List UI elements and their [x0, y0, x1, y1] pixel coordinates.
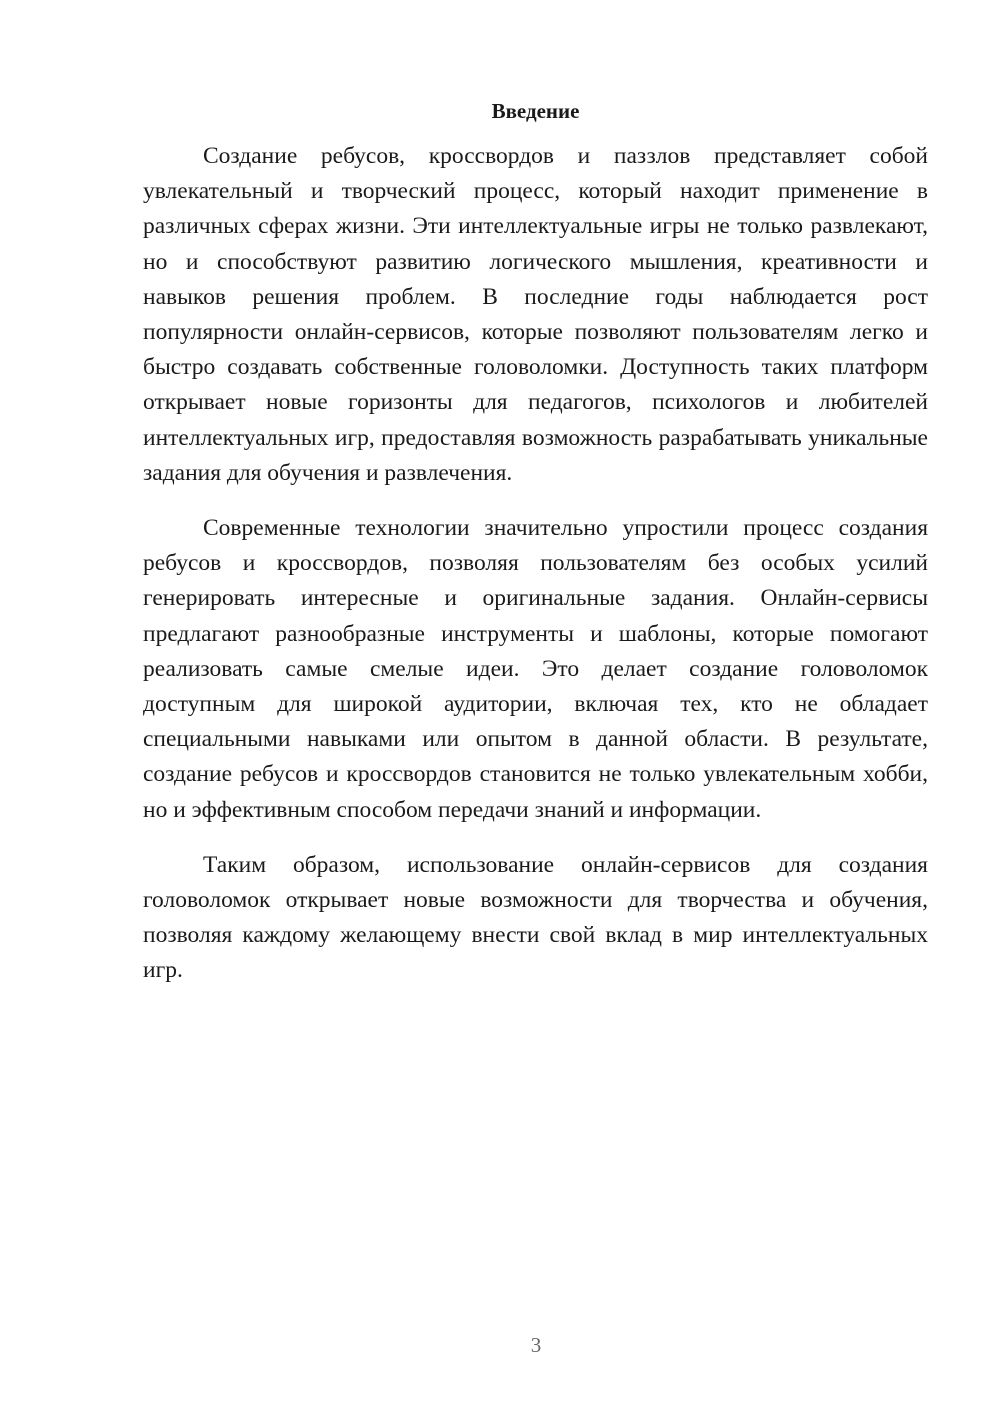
paragraph-2: Современные технологии значительно упростили процесс создания ребусов и кроссвордов, позволяя пользователям без особых усилий генерировать интересные и оригинальные задания. Онлайн-сервисы предлагают разнообразные инструменты и шаблоны, которые помогают реализовать самые смелые идеи. Это делает создание головоломок доступным для широкой аудитории, включая тех, кто не обладает специальными навыками или опытом в данной области. В результате, создание ребусов и кроссвордов становится не только увлекательным хобби, но и эффективным способом передачи знаний и информации.: [143, 515, 928, 823]
page-content: [143, 97, 928, 989]
section-heading: Введение: [491, 99, 580, 123]
paragraph-3: Таким образом, использование онлайн-сервисов для создания головоломок открывает новые возможности для творчества и обучения, позволяя каждому желающему внести свой вклад в мир интеллектуальных игр.: [143, 851, 928, 984]
paragraph-1: Создание ребусов, кроссвордов и паззлов представляет собой увлекательный и творческий процесс, который находит применение в различных сферах жизни. Эти интеллектуальные игры не только развлекают, но и способствуют развитию логического мышления, креативности и навыков решения проблем. В последние годы наблюдается рост популярности онлайн-сервисов, которые позволяют пользователям легко и быстро создавать собственные головоломки. Доступность таких платформ открывает новые горизонты для педагогов, психологов и любителей интеллектуальных игр, предоставляя возможность разрабатывать уникальные задания для обучения и развлечения.: [143, 143, 928, 486]
page-number: 3: [530, 1333, 542, 1357]
